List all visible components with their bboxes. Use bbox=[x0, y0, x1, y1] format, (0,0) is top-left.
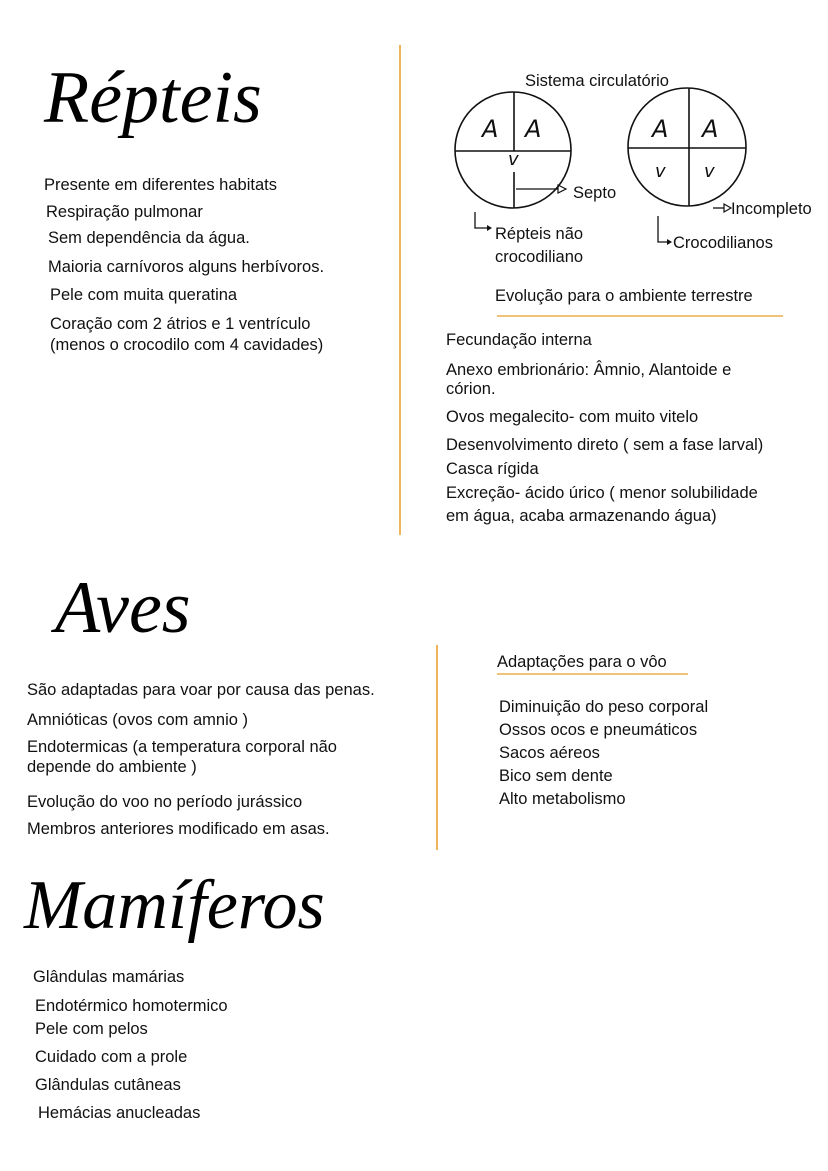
list-item: Pele com pelos bbox=[35, 1020, 148, 1038]
list-item: Excreção- ácido úrico ( menor solubilidade bbox=[446, 484, 758, 502]
underline bbox=[497, 673, 688, 675]
repteis-title: Répteis bbox=[44, 57, 262, 139]
evolucao-title: Evolução para o ambiente terrestre bbox=[495, 287, 753, 305]
divider bbox=[436, 645, 438, 850]
mamiferos-title: Mamíferos bbox=[24, 867, 325, 944]
svg-text:crocodiliano: crocodiliano bbox=[495, 248, 584, 266]
list-item: Evolução do voo no período jurássico bbox=[27, 793, 303, 811]
list-item: Ovos megalecito- com muito vitelo bbox=[446, 408, 699, 426]
svg-text:v: v bbox=[704, 161, 715, 182]
list-item: Bico sem dente bbox=[499, 767, 613, 785]
arrow-icon bbox=[724, 204, 731, 212]
underline bbox=[497, 315, 783, 317]
list-item: Presente em diferentes habitats bbox=[44, 176, 277, 194]
list-item: (menos o crocodilo com 4 cavidades) bbox=[50, 336, 324, 354]
svg-text:Crocodilianos: Crocodilianos bbox=[673, 234, 773, 252]
aves-title: Aves bbox=[55, 567, 191, 649]
list-item: Casca rígida bbox=[446, 460, 539, 478]
list-item: Amnióticas (ovos com amnio ) bbox=[27, 711, 248, 729]
list-item: córion. bbox=[446, 380, 496, 398]
list-item: Maioria carnívoros alguns herbívoros. bbox=[48, 258, 325, 276]
arrow-icon bbox=[667, 239, 672, 245]
svg-text:A: A bbox=[702, 115, 719, 143]
list-item: Ossos ocos e pneumáticos bbox=[499, 721, 698, 739]
svg-text:v: v bbox=[655, 161, 666, 182]
diagram-title: Sistema circulatório bbox=[525, 72, 669, 90]
list-item: Cuidado com a prole bbox=[35, 1048, 188, 1066]
heart-4-chambers bbox=[628, 88, 746, 206]
arrow-icon bbox=[558, 185, 566, 193]
list-item: Fecundação interna bbox=[446, 331, 592, 349]
incompleto-label: Incompleto bbox=[731, 200, 812, 218]
list-item: Coração com 2 átrios e 1 ventrículo bbox=[50, 315, 311, 333]
svg-text:Répteis não: Répteis não bbox=[495, 225, 584, 243]
svg-text:A: A bbox=[482, 115, 499, 143]
adaptacoes-title: Adaptações para o vôo bbox=[497, 653, 667, 671]
list-item: Endotermicas (a temperatura corporal não bbox=[27, 738, 337, 756]
svg-text:A: A bbox=[525, 115, 542, 143]
arrow-icon bbox=[487, 225, 492, 231]
list-item: Sacos aéreos bbox=[499, 744, 600, 762]
list-item: Hemácias anucleadas bbox=[38, 1104, 201, 1122]
list-item: Alto metabolismo bbox=[499, 790, 626, 808]
list-item: Sem dependência da água. bbox=[48, 229, 250, 247]
list-item: São adaptadas para voar por causa das penas. bbox=[27, 681, 375, 699]
list-item: Desenvolvimento direto ( sem a fase larval) bbox=[446, 436, 764, 454]
svg-text:A: A bbox=[652, 115, 669, 143]
list-item: Anexo embrionário: Âmnio, Alantoide e bbox=[446, 361, 732, 379]
septo-label: Septo bbox=[573, 184, 617, 202]
list-item: Diminuição do peso corporal bbox=[499, 698, 709, 716]
list-item: Glândulas cutâneas bbox=[35, 1076, 181, 1094]
list-item: em água, acaba armazenando água) bbox=[446, 507, 717, 525]
list-item: Glândulas mamárias bbox=[33, 968, 185, 986]
svg-text:v: v bbox=[508, 149, 519, 170]
list-item: Membros anteriores modificado em asas. bbox=[27, 820, 330, 838]
list-item: Respiração pulmonar bbox=[46, 203, 203, 221]
list-item: depende do ambiente ) bbox=[27, 758, 197, 776]
circulatory-diagram bbox=[0, 0, 828, 320]
list-item: Pele com muita queratina bbox=[50, 286, 238, 304]
list-item: Endotérmico homotermico bbox=[35, 997, 228, 1015]
